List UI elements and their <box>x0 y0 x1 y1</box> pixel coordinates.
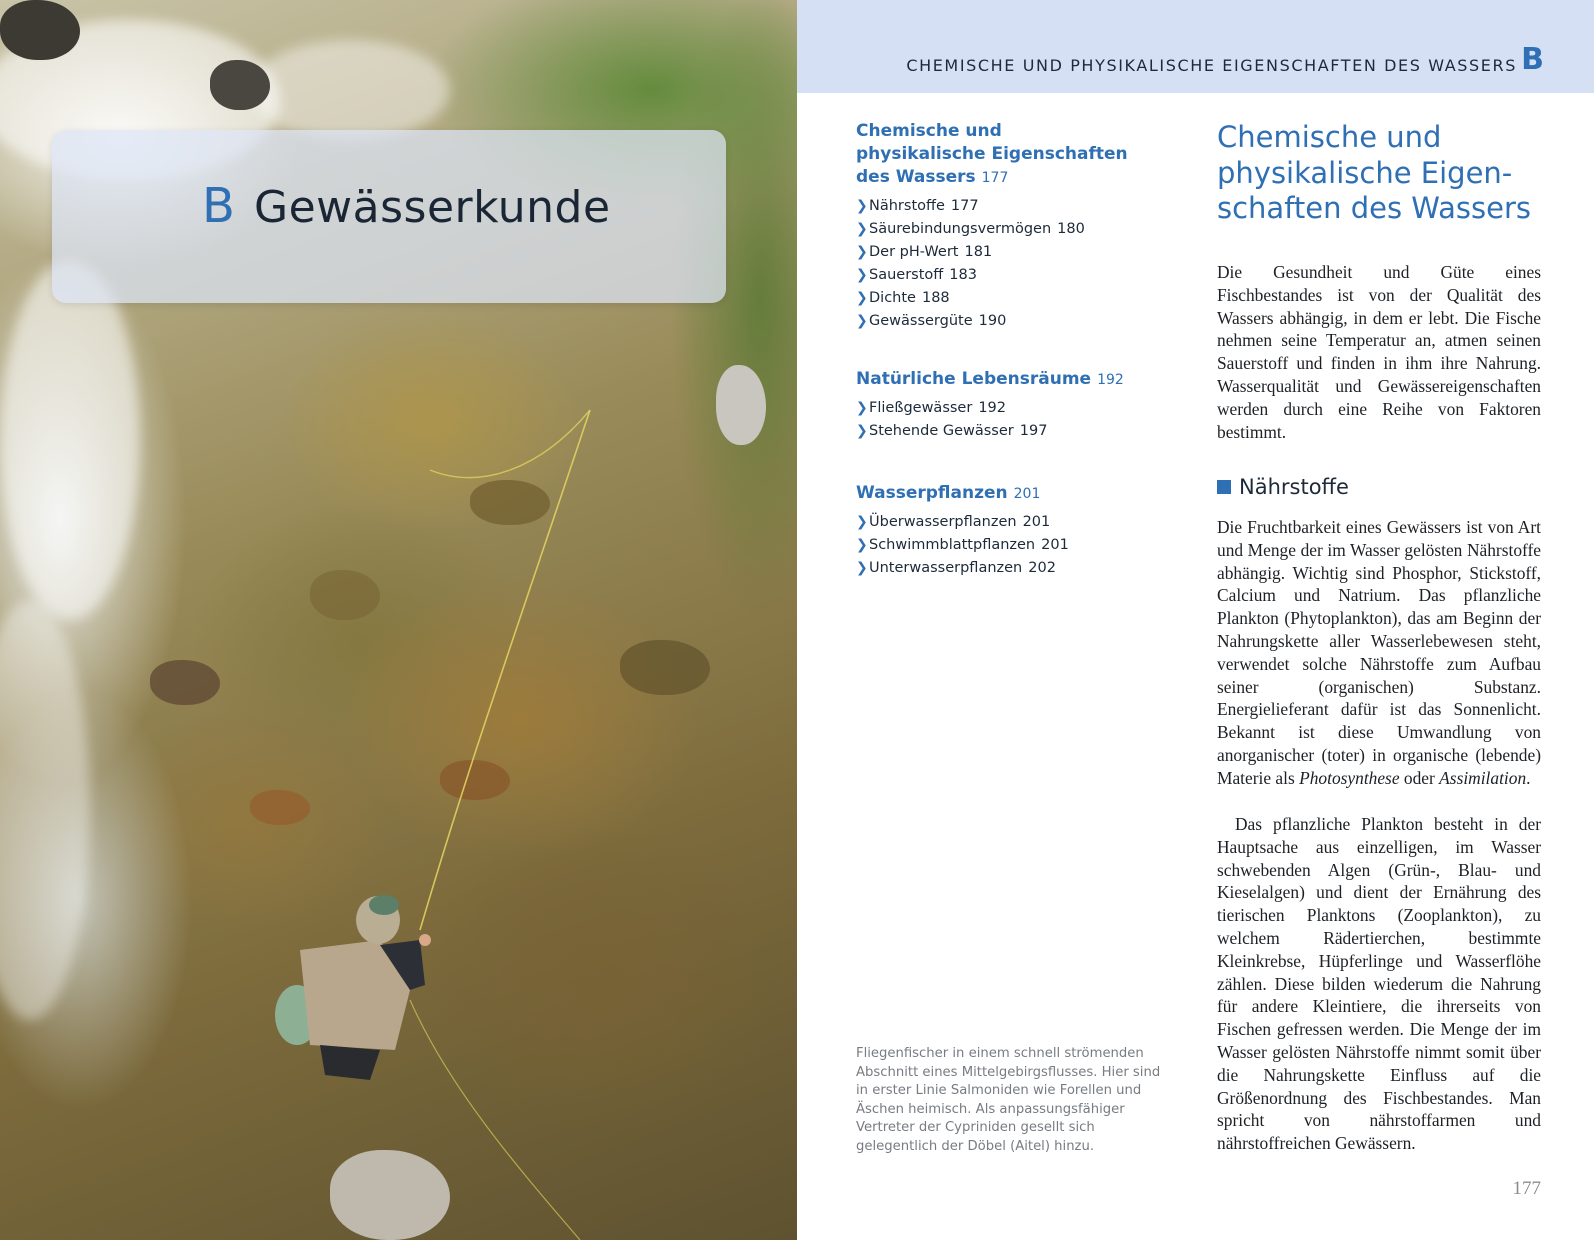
article-title: Chemische und physikalische Eigen- schaften des Wassers <box>1217 120 1531 225</box>
toc-item[interactable]: ❯ Gewässergüte 190 <box>856 310 1156 333</box>
chevron-right-icon: ❯ <box>856 313 868 329</box>
chapter-letter: B <box>202 178 235 234</box>
toc-item[interactable]: ❯ Säurebindungsvermögen 180 <box>856 218 1156 241</box>
chapter-title-box <box>52 130 726 303</box>
toc-item[interactable]: ❯ Fließgewässer 192 <box>856 397 1156 420</box>
chevron-right-icon: ❯ <box>856 423 868 439</box>
toc-item[interactable]: ❯ Nährstoffe 177 <box>856 195 1156 218</box>
body-paragraph: Die Fruchtbarkeit eines Gewässers ist von Art und Menge der im Wasser gelösten Nährstoffe abhängig. Wichtig sind Phosphor, Stickstoff, Calcium und Natrium. Das pflanzliche Plankton (Phytoplankton), das am Beginn der Nahrungskette aller Wasserlebewesen steht, verwendet solche Nährstoffe zum Aufbau seiner (organischen) Substanz. Energielieferant dafür ist das Sonnenlicht. Bekannt ist diese Umwandlung von anorganischer (toter) in organische (lebende) Materie als Photosynthese oder Assimilation. <box>1217 517 1541 788</box>
toc-item[interactable]: ❯ Überwasserpflanzen 201 <box>856 511 1156 534</box>
chevron-right-icon: ❯ <box>856 221 868 237</box>
toc-section-title[interactable]: Chemische und physikalische Eigenschaften des Wassers 177 <box>856 121 1128 187</box>
chapter-title: Gewässerkunde <box>254 182 611 233</box>
chevron-right-icon: ❯ <box>856 244 868 260</box>
page-number: 177 <box>1512 1178 1541 1199</box>
chevron-right-icon: ❯ <box>856 514 868 530</box>
chevron-right-icon: ❯ <box>856 537 868 553</box>
toc-section-title[interactable]: Natürliche Lebensräume 192 <box>856 369 1124 389</box>
article-heading <box>1217 120 1541 227</box>
toc-section <box>856 368 1156 443</box>
toc-section <box>856 120 1156 333</box>
toc-page-number: 201 <box>1013 486 1041 502</box>
term-assimilation: Assimilation <box>1439 767 1527 788</box>
running-title: CHEMISCHE UND PHYSIKALISCHE EIGENSCHAFTEN DES WASSERS <box>906 56 1517 75</box>
toc-page-number: 177 <box>981 170 1009 186</box>
toc-item[interactable]: ❯ Schwimmblattpflanzen 201 <box>856 534 1156 557</box>
toc-item[interactable]: ❯ Dichte 188 <box>856 287 1156 310</box>
running-header <box>797 0 1594 93</box>
square-bullet-icon <box>1217 480 1231 494</box>
toc-section-title[interactable]: Wasserpflanzen 201 <box>856 483 1041 503</box>
chevron-right-icon: ❯ <box>856 560 868 576</box>
section-letter: B <box>1521 42 1544 77</box>
toc-item[interactable]: ❯ Stehende Gewässer 197 <box>856 420 1156 443</box>
toc-item[interactable]: ❯ Unterwasserpflanzen 202 <box>856 557 1156 580</box>
chevron-right-icon: ❯ <box>856 400 868 416</box>
chevron-right-icon: ❯ <box>856 267 868 283</box>
intro-paragraph: Die Gesundheit und Güte eines Fischbestandes ist von der Qualität des Wassers abhängig, in dem er lebt. Die Fische nehmen seine Temperatur an, atmen seinen Sauerstoff und finden in ihm ihre Nahrung. Wasserqualität und Gewässereigenschaften werden durch eine Reihe von Faktoren bestimmt. <box>1217 262 1541 442</box>
section-heading: Nährstoffe <box>1217 475 1349 499</box>
chevron-right-icon: ❯ <box>856 198 868 214</box>
toc-section <box>856 482 1156 580</box>
term-photosynthese: Photosynthese <box>1299 767 1400 788</box>
toc-page-number: 192 <box>1097 372 1124 388</box>
body-paragraph: Das pflanzliche Plankton besteht in der Hauptsache aus einzelligen, im Wasser schwebenden Algen (Grün-, Blau- und Kieselalgen) und dient der Ernährung des tierischen Planktons (Zooplankton), zu welchem Rädertierchen, bestimmte Kleinkrebse, Hüpferlinge und Wasserflöhe zählen. Diese bilden wiederum die Nahrung für andere Kleintiere, die ihrerseits von Fischen gefressen werden. Die Menge der im Wasser gelösten Nährstoffe nimmt somit über die Nahrungskette Einfluss auf die Größenordnung des Fischbestandes. Man spricht von nährstoffarmen und nährstoffreichen Gewässern. <box>1217 814 1541 1154</box>
toc-item[interactable]: ❯ Der pH-Wert 181 <box>856 241 1156 264</box>
chevron-right-icon: ❯ <box>856 290 868 306</box>
toc-item[interactable]: ❯ Sauerstoff 183 <box>856 264 1156 287</box>
photo-caption: Fliegenfischer in einem schnell strömenden Abschnitt eines Mittelgebirgsflusses. Hier sind in erster Linie Salmoniden wie Forellen und Äschen heimisch. Als anpassungsfähiger Vertreter der Cypriniden gesellt sich gelegentlich der Döbel (Aitel) hinzu. <box>856 1046 1161 1154</box>
